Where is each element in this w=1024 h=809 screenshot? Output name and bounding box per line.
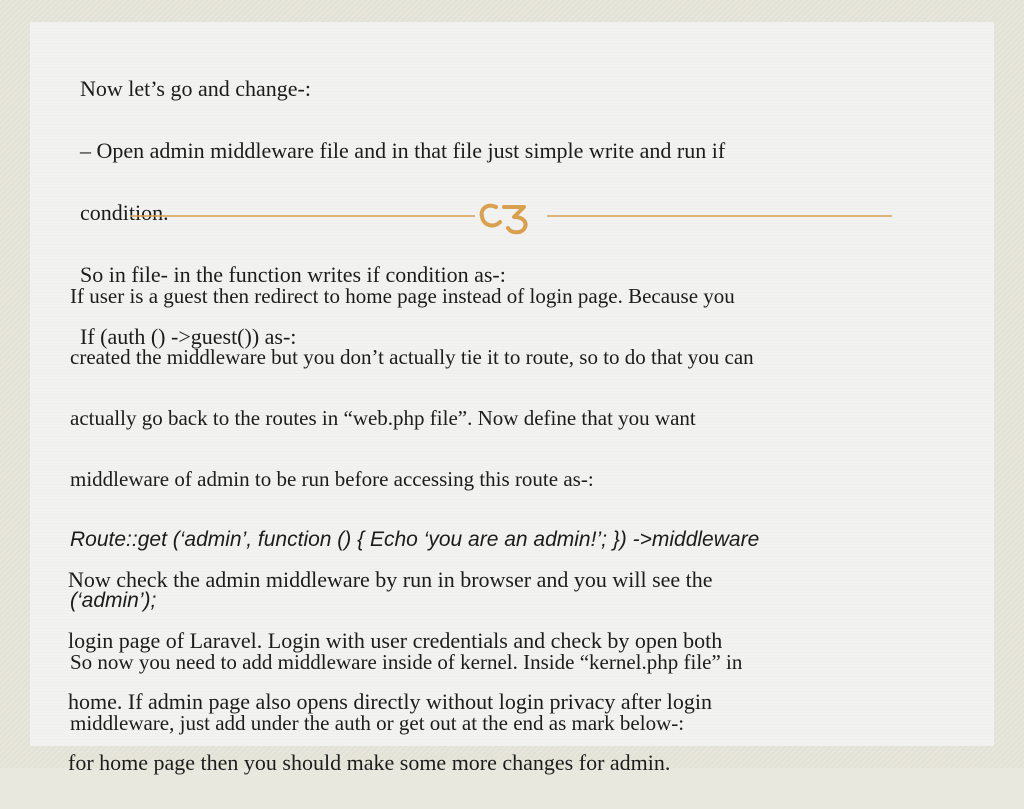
closing-line-2: login page of Laravel. Login with user credentials and check by open both — [68, 627, 723, 653]
closing-paragraph — [68, 534, 948, 809]
intro-line-5: If (auth () ->guest()) as-: — [80, 324, 297, 349]
body-line-5: So now you need to add middleware inside of kernel. Inside “kernel.php file” in — [70, 649, 743, 674]
closing-line-4: for home page then you should make some more changes for admin. — [68, 749, 671, 775]
body-line-3: actually go back to the routes in “web.php file”. Now define that you want — [70, 405, 696, 430]
body-line-2: created the middleware but you don’t actually tie it to route, so to do that you can — [70, 344, 754, 369]
code-line-2: (‘admin’); — [70, 588, 157, 612]
closing-line-1: Now check the admin middleware by run in browser and you will see the — [68, 566, 713, 592]
body-line-4: middleware of admin to be run before accessing this route as-: — [70, 466, 594, 491]
ornament-glyph-icon — [482, 206, 526, 233]
ornament-divider — [130, 199, 892, 235]
code-line-1: Route::get (‘admin’, function () { Echo ‘you are an admin!’; }) ->middleware — [70, 527, 760, 551]
intro-line-2: – Open admin middleware file and in that file just simple write and run if — [80, 138, 726, 163]
intro-line-3: condition. — [80, 200, 169, 225]
closing-line-3: home. If admin page also opens directly without login privacy after login — [68, 688, 712, 714]
intro-line-4: So in file- in the function writes if condition as-: — [80, 262, 506, 287]
intro-line-1: Now let’s go and change-: — [80, 76, 311, 101]
body-line-6: middleware, just add under the auth or get out at the end as mark below-: — [70, 710, 685, 735]
body-line-1: If user is a guest then redirect to home page instead of login page. Because you — [70, 283, 735, 308]
